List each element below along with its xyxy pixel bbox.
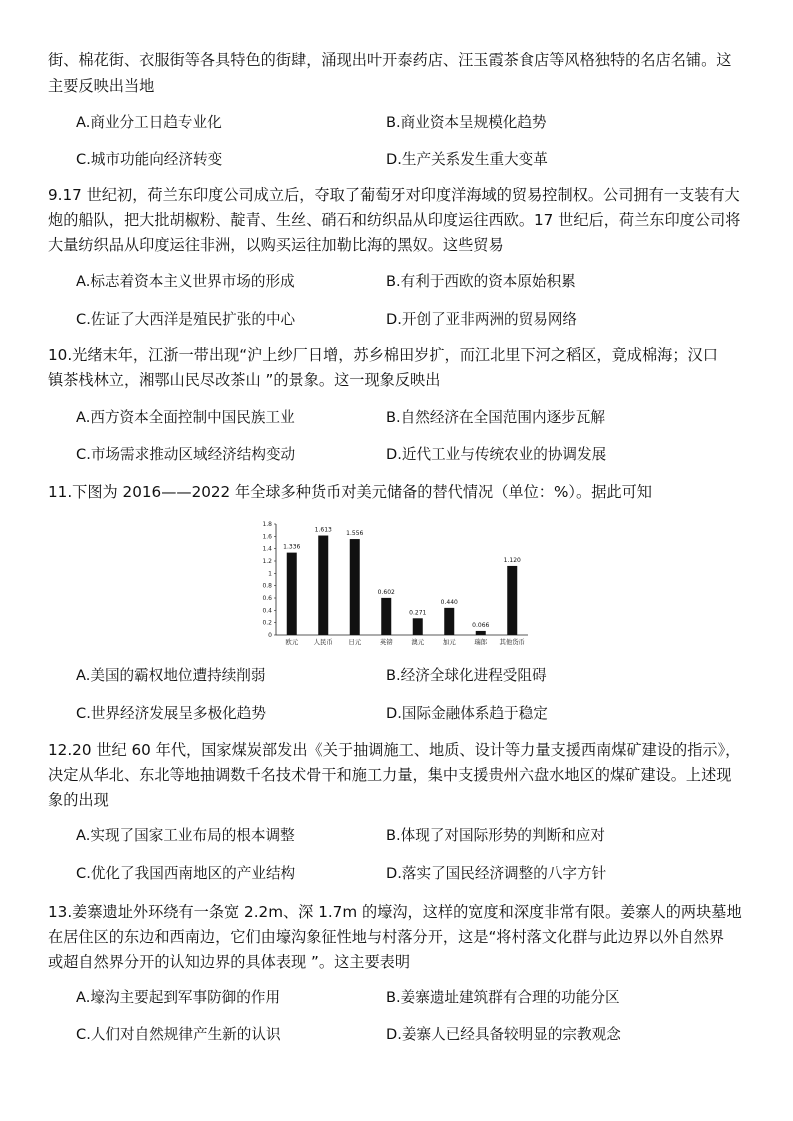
- q8-option-b[interactable]: B.商业资本呈规模化趋势: [386, 114, 547, 131]
- x-category-label: 人民币: [313, 638, 333, 646]
- q8-option-d[interactable]: D.生产关系发生重大变革: [386, 151, 548, 168]
- bar-data-label: 1.120: [503, 556, 521, 564]
- q8-option-a[interactable]: A.商业分工日趋专业化: [76, 114, 222, 131]
- q12-option-b[interactable]: B.体现了对国际形势的判断和应对: [386, 827, 605, 844]
- q13-stem-line1: 13.姜寨遗址外环绕有一条宽 2.2m、深 1.7m 的壕沟，这样的宽度和深度非常有限。姜寨人的两块墓地: [48, 903, 742, 921]
- q9-stem-line2: 炮的船队，把大批胡椒粉、靛青、生丝、硝石和纺织品从印度运往西欧。17 世纪后，荷兰东印度公司将: [48, 211, 741, 229]
- bar: [350, 539, 360, 635]
- q11-option-d[interactable]: D.国际金融体系趋于稳定: [386, 705, 548, 722]
- x-category-label: 其他货币: [499, 638, 526, 646]
- x-category-label: 欧元: [285, 638, 299, 646]
- q9-option-d[interactable]: D.开创了亚非两洲的贸易网络: [386, 311, 578, 328]
- bar: [381, 598, 391, 635]
- y-tick-label: 1.2: [262, 558, 272, 565]
- q10-stem-line2: 镇茶栈林立，湘鄂山民尽改茶山 ”的景象。这一现象反映出: [48, 371, 441, 389]
- q10-option-c[interactable]: C.市场需求推动区域经济结构变动: [76, 446, 296, 463]
- q12-option-a[interactable]: A.实现了国家工业布局的根本调整: [76, 827, 295, 844]
- q13-option-c[interactable]: C.人们对自然规律产生新的认识: [76, 1026, 281, 1043]
- y-tick-label: 1.4: [262, 545, 272, 553]
- x-category-label: 瑞郎: [474, 638, 488, 646]
- y-tick-label: 0.8: [262, 582, 272, 590]
- y-tick-label: 0.4: [262, 607, 272, 615]
- q9-stem-line1: 9.17 世纪初，荷兰东印度公司成立后，夺取了葡萄牙对印度洋海域的贸易控制权。公司拥有一支装有大: [48, 186, 740, 204]
- x-category-label: 日元: [348, 638, 362, 646]
- bar-data-label: 1.556: [346, 530, 364, 538]
- bar: [444, 608, 454, 635]
- q11-stem-line1: 11.下图为 2016——2022 年全球多种货币对美元储备的替代情况（单位：%）。据此可知: [48, 483, 652, 501]
- q12-stem-line2: 决定从华北、东北等地抽调数千名技术骨干和施工力量，集中支援贵州六盘水地区的煤矿建设。上述现: [48, 766, 732, 784]
- q12-stem-line1: 12.20 世纪 60 年代，国家煤炭部发出《关于抽调施工、地质、设计等力量支援西南煤矿建设的指示》，: [48, 741, 741, 759]
- q8-option-c[interactable]: C.城市功能向经济转变: [76, 151, 223, 168]
- q11-option-b[interactable]: B.经济全球化进程受阻碍: [386, 667, 547, 684]
- x-category-label: 澳元: [411, 638, 425, 646]
- q9-option-a[interactable]: A.标志着资本主义世界市场的形成: [76, 273, 295, 290]
- bar: [413, 618, 423, 635]
- bar: [507, 566, 517, 635]
- q8-stem-line1: 街、棉花街、衣服街等各具特色的街肆，涌现出叶开泰药店、汪玉霞茶食店等风格独特的名店名铺。这: [48, 51, 732, 69]
- q12-option-d[interactable]: D.落实了国民经济调整的八字方针: [386, 865, 607, 882]
- bar-data-label: 1.613: [314, 526, 332, 534]
- bar-data-label: 0.066: [472, 621, 490, 629]
- y-tick-label: 0: [268, 632, 272, 639]
- y-tick-label: 0.2: [262, 619, 272, 627]
- q11-option-a[interactable]: A.美国的霸权地位遭持续削弱: [76, 667, 266, 684]
- currency-reserve-bar-chart: [256, 518, 536, 648]
- q9-option-b[interactable]: B.有利于西欧的资本原始积累: [386, 273, 576, 290]
- bar: [287, 553, 297, 635]
- q13-option-d[interactable]: D.姜寨人已经具备较明显的宗教观念: [386, 1026, 621, 1043]
- x-category-label: 加元: [442, 638, 456, 646]
- bar-data-label: 0.271: [409, 609, 427, 617]
- q13-stem-line3: 或超自然界分开的认知边界的具体表现 ”。这主要表明: [48, 953, 411, 971]
- bar-data-label: 0.440: [440, 598, 458, 606]
- bar: [476, 631, 486, 635]
- q10-option-b[interactable]: B.自然经济在全国范围内逐步瓦解: [386, 409, 605, 426]
- q9-option-c[interactable]: C.佐证了大西洋是殖民扩张的中心: [76, 311, 296, 328]
- bar: [318, 536, 328, 635]
- q12-stem-line3: 象的出现: [48, 791, 109, 809]
- y-tick-label: 1: [268, 570, 272, 578]
- bar-data-label: 1.336: [283, 543, 301, 551]
- q13-stem-line2: 在居住区的东边和西南边，它们由壕沟象征性地与村落分开，这是“将村落文化群与此边界以外自然界: [48, 928, 725, 946]
- y-tick-label: 0.6: [262, 595, 272, 602]
- y-tick-label: 1.6: [262, 533, 272, 541]
- q10-option-a[interactable]: A.西方资本全面控制中国民族工业: [76, 409, 295, 426]
- y-tick-label: 1.8: [262, 521, 272, 528]
- q13-option-a[interactable]: A.壕沟主要起到军事防御的作用: [76, 989, 281, 1006]
- bar-data-label: 0.602: [377, 588, 395, 596]
- q10-stem-line1: 10.光绪末年，江浙一带出现“沪上纱厂日增，苏乡棉田岁扩，而江北里下河之稻区，竟成棉海；汉口: [48, 346, 718, 364]
- q12-option-c[interactable]: C.优化了我国西南地区的产业结构: [76, 865, 296, 882]
- q9-stem-line3: 大量纺织品从印度运往非洲，以购买运往加勒比海的黑奴。这些贸易: [48, 236, 504, 254]
- q10-option-d[interactable]: D.近代工业与传统农业的协调发展: [386, 446, 607, 463]
- q13-option-b[interactable]: B.姜寨遗址建筑群有合理的功能分区: [386, 989, 620, 1006]
- x-category-label: 英镑: [379, 638, 393, 646]
- q8-stem-line2: 主要反映出当地: [48, 77, 155, 95]
- q11-option-c[interactable]: C.世界经济发展呈多极化趋势: [76, 705, 266, 722]
